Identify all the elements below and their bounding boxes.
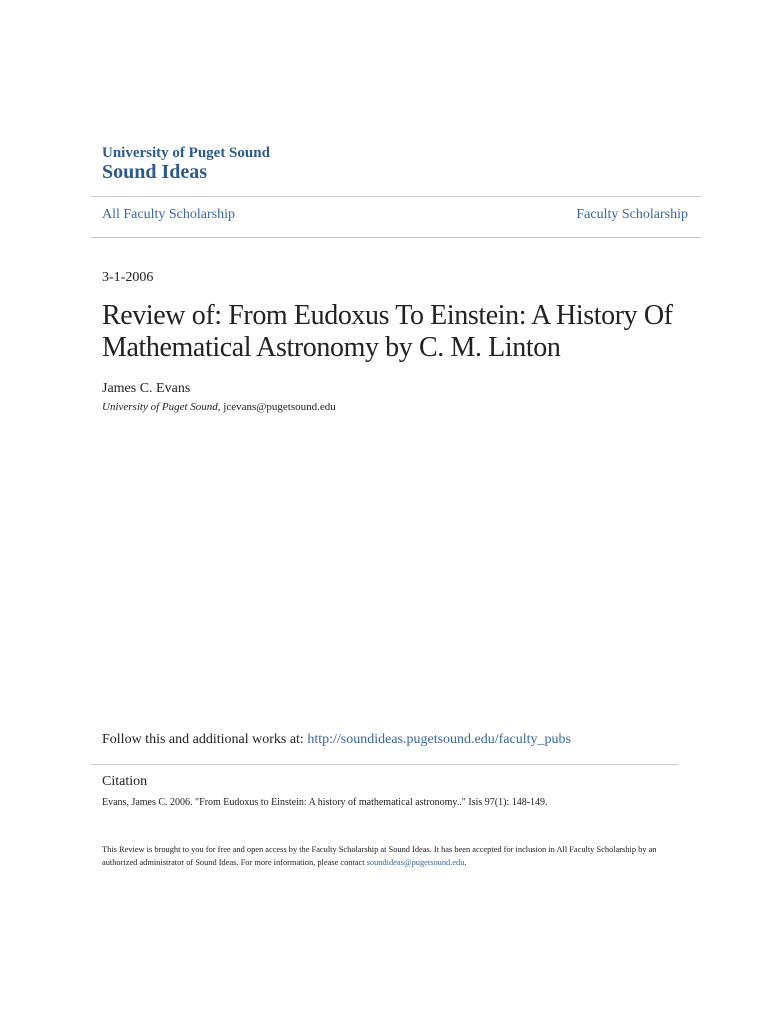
affiliation-institution: University of Puget Sound: [102, 401, 218, 413]
author-affiliation: [102, 401, 336, 413]
follow-label: Follow this and additional works at:: [102, 732, 308, 747]
faculty-pubs-link[interactable]: http://soundideas.pugetsound.edu/faculty_pubs: [307, 732, 571, 747]
author-name: James C. Evans: [102, 381, 191, 396]
repository-link[interactable]: Sound Ideas: [102, 161, 208, 183]
divider-citation: [91, 764, 678, 765]
faculty-scholarship-link[interactable]: Faculty Scholarship: [576, 207, 688, 222]
publication-date: 3-1-2006: [102, 270, 154, 285]
citation-heading: Citation: [102, 774, 148, 789]
all-faculty-scholarship-link[interactable]: All Faculty Scholarship: [102, 207, 235, 222]
notice-end: .: [464, 858, 467, 867]
contact-email-link[interactable]: soundideas@pugetsound.edu: [366, 858, 465, 867]
follow-line: [102, 732, 571, 748]
divider-top: [91, 196, 701, 197]
article-title: Review of: From Eudoxus To Einstein: A History Of Mathematical Astronomy by C. M. Linton: [102, 300, 673, 363]
access-notice: [102, 843, 662, 869]
institution-link[interactable]: University of Puget Sound: [102, 145, 270, 161]
affiliation-email: , jcevans@pugetsound.edu: [217, 401, 336, 413]
notice-text: This Review is brought to you for free and open access by the Faculty Scholarship at Sound Ideas. It has been accepted for inclusion in All Faculty Scholarship by an authorized administrator of Sound Ideas. For more information, please contact: [102, 845, 657, 867]
divider-collections: [91, 237, 701, 238]
citation-text: Evans, James C. 2006. "From Eudoxus to Einstein: A history of mathematical astronomy.." Isis 97(1): 148-149.: [102, 797, 548, 808]
